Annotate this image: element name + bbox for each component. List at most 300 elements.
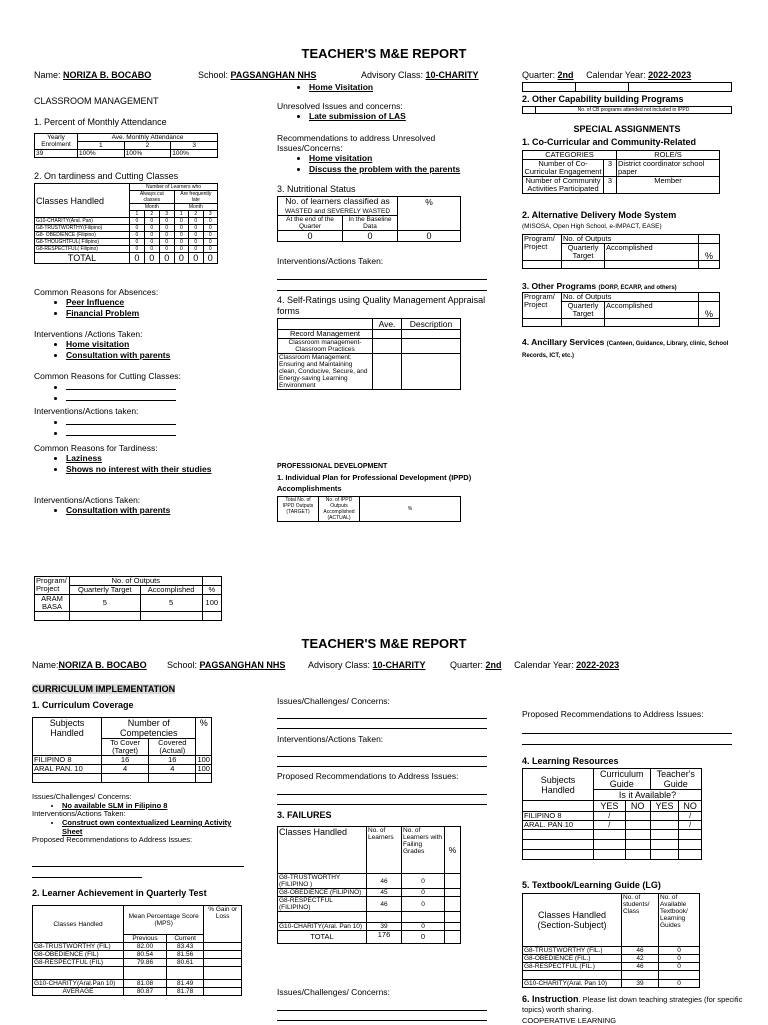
table-row bbox=[33, 959, 242, 967]
count-cell: 0 bbox=[159, 218, 174, 225]
count-cell: 0 bbox=[189, 246, 203, 253]
failing-cell: 0 bbox=[402, 897, 445, 912]
blank-line bbox=[277, 290, 487, 291]
ippd-accomplished-header: No. of IPPD Outputs Accomplished (ACTUAL) bbox=[319, 497, 360, 522]
absences-label: Common Reasons for Absences: bbox=[34, 287, 159, 297]
average-row bbox=[33, 988, 242, 996]
interventions-section-3 bbox=[34, 495, 274, 516]
recommendations-section bbox=[277, 133, 477, 175]
description-header: Description bbox=[402, 319, 461, 330]
classes-header: Classes Handled bbox=[33, 906, 124, 943]
nutri-col1-sub: WASTED and SEVERELY WASTED bbox=[284, 208, 391, 215]
mark-cell: / bbox=[679, 821, 702, 830]
count-cell: 0 bbox=[144, 246, 159, 253]
actual-cell: 16 bbox=[149, 756, 196, 765]
blank-line bbox=[277, 279, 487, 280]
month-num: 1 bbox=[130, 211, 145, 218]
textbook-heading: 5. Textbook/Learning Guide (LG) bbox=[522, 880, 661, 890]
blank-item bbox=[66, 392, 264, 403]
subjects-header: Subjects Handled bbox=[523, 769, 594, 801]
available-cell: 0 bbox=[659, 947, 700, 955]
yearly-enrolment-header: Yearly Enrolment bbox=[35, 134, 78, 150]
achievement-table bbox=[32, 905, 242, 996]
category-role: Member bbox=[617, 177, 720, 194]
coverage-table bbox=[32, 717, 212, 783]
yes-header: YES bbox=[650, 801, 679, 812]
class-name: G8-RESPECTFUL (FIL) bbox=[33, 959, 124, 967]
ave-attendance-header: Ave. Monthly Attendance bbox=[78, 134, 218, 142]
classes-header: Classes Handled bbox=[278, 827, 367, 874]
home-visitation-top bbox=[277, 82, 507, 93]
accomplished-cell: 5 bbox=[140, 595, 202, 612]
blank-line bbox=[277, 1020, 487, 1021]
class-name: G10-CHARITY(Aral. Pan) bbox=[35, 218, 130, 225]
count-cell: 0 bbox=[159, 246, 174, 253]
blank-line bbox=[32, 877, 142, 878]
interventions-section-1 bbox=[34, 329, 264, 361]
name-line-2 bbox=[32, 660, 147, 670]
interventions-label: Interventions /Actions Taken: bbox=[34, 329, 143, 339]
table-row bbox=[278, 874, 461, 889]
total-cell: 0 bbox=[189, 253, 203, 264]
target-header: Quarterly Target bbox=[562, 302, 605, 319]
ave-header: Ave. bbox=[373, 319, 402, 330]
table-row bbox=[523, 160, 720, 177]
month-header: 3 bbox=[171, 142, 218, 150]
category-name: Number of Community Activities Participated bbox=[523, 177, 604, 194]
program-header: Program/ Project bbox=[523, 235, 562, 261]
students-cell: 46 bbox=[622, 947, 659, 955]
subject-name: FILIPINO 8 bbox=[523, 812, 594, 821]
subject-name: FILIPINO 8 bbox=[33, 756, 102, 765]
unresolved-section bbox=[277, 101, 507, 122]
target-cell: 16 bbox=[102, 756, 149, 765]
target-cell: 4 bbox=[102, 765, 149, 774]
tardiness-heading: 2. On tardiness and Cutting Classes bbox=[34, 171, 179, 181]
month-num: 3 bbox=[203, 211, 217, 218]
failing-header: No. of Learners with Failing Grades bbox=[402, 827, 445, 874]
school-name: PAGSANGHAN NHS bbox=[230, 70, 317, 80]
interventions-label: Interventions/Actions taken: bbox=[34, 406, 139, 416]
competencies-header: Number of Competencies bbox=[102, 718, 196, 739]
nutri-end-header: At the end of the Quarter bbox=[278, 216, 343, 231]
cocurricular-heading: 1. Co-Curricular and Community-Related bbox=[522, 137, 697, 147]
total-cell: 0 bbox=[159, 253, 174, 264]
classroom-management-heading: CLASSROOM MANAGEMENT bbox=[34, 96, 159, 106]
count-cell: 0 bbox=[189, 239, 203, 246]
mark-cell: / bbox=[594, 821, 626, 830]
no-header: NO bbox=[625, 801, 650, 812]
special-assignments-heading: SPECIAL ASSIGNMENTS bbox=[573, 124, 681, 134]
school-label: School: bbox=[198, 70, 229, 80]
table-row bbox=[523, 177, 720, 194]
table-row bbox=[35, 232, 218, 239]
learners-header: No. of Learners bbox=[367, 827, 402, 874]
name-label: Name: bbox=[32, 660, 59, 670]
prof-dev-heading: PROFESSIONAL DEVELOPMENT bbox=[277, 463, 388, 470]
name-label: Name: bbox=[34, 70, 61, 80]
quarter-line bbox=[522, 70, 691, 80]
other-programs-table bbox=[522, 292, 720, 327]
count-cell: 0 bbox=[144, 232, 159, 239]
count-cell: 0 bbox=[174, 218, 188, 225]
list-item: • No available SLM in Filipino 8 bbox=[62, 801, 262, 810]
quarter-value: 2nd bbox=[557, 70, 574, 80]
count-cell: 0 bbox=[174, 239, 188, 246]
categories-table bbox=[522, 150, 720, 194]
table-row bbox=[523, 821, 702, 830]
available-cell: 0 bbox=[659, 963, 700, 971]
blank-line bbox=[277, 718, 487, 719]
advisory-label: Advisory Class: bbox=[361, 70, 424, 80]
curriculum-guide-header: Curriculum Guide bbox=[594, 769, 651, 790]
availability-header: Is it Available? bbox=[594, 790, 702, 801]
total-failing: 0 bbox=[402, 931, 445, 944]
advisory-label: Advisory Class: bbox=[308, 660, 371, 670]
target-header: Quarterly Target bbox=[70, 586, 141, 595]
nutritional-table bbox=[277, 196, 461, 242]
covered-header: Covered (Actual) bbox=[149, 739, 196, 756]
table-row bbox=[35, 595, 222, 612]
outputs-header: No. of Outputs bbox=[562, 235, 699, 244]
other-capability-heading: 2. Other Capability building Programs bbox=[522, 94, 684, 104]
table-row bbox=[35, 246, 218, 253]
program-header: Program/ Project bbox=[35, 577, 70, 595]
list-item: • Shows no interest with their studies bbox=[66, 464, 274, 475]
list-item: • Construct own contextualized Learning Activity Sheet bbox=[62, 818, 242, 836]
learners-cell: 46 bbox=[367, 897, 402, 912]
teacher-name: NORIZA B. BOCABO bbox=[58, 660, 147, 670]
table-row bbox=[278, 889, 461, 897]
class-name: G8-THOUGHTFUL( Filipino) bbox=[35, 239, 130, 246]
year-label: Calendar Year: bbox=[586, 70, 646, 80]
target-header: Quarterly Target bbox=[562, 244, 605, 261]
tardiness-table bbox=[34, 183, 218, 264]
advisory-line bbox=[361, 70, 479, 80]
percent-header: % bbox=[196, 718, 212, 756]
blank-line bbox=[277, 756, 487, 757]
attendance-cell: 100% bbox=[124, 150, 171, 158]
learners-header: Number of Learners who bbox=[130, 184, 218, 191]
subject-name: ARAL. PAN 10 bbox=[523, 821, 594, 830]
nutri-col1-title: No. of learners classified as bbox=[285, 196, 390, 206]
curriculum-heading: CURRICULUM IMPLEMENTATION bbox=[32, 684, 176, 694]
count-cell: 0 bbox=[159, 225, 174, 232]
gain-header: % Gain or Loss bbox=[204, 906, 242, 943]
month-header: 2 bbox=[124, 142, 171, 150]
total-learners: 176 bbox=[367, 931, 402, 944]
count-cell: 0 bbox=[174, 246, 188, 253]
nutri-col1 bbox=[278, 197, 398, 216]
table-row bbox=[523, 947, 700, 955]
teacher-name: NORIZA B. BOCABO bbox=[63, 70, 152, 80]
quarter-blank-table bbox=[522, 82, 732, 92]
enrolment-cell: 39 bbox=[35, 150, 78, 158]
total-label: TOTAL bbox=[278, 931, 367, 944]
tardiness-reasons-section bbox=[34, 443, 274, 475]
school-line bbox=[198, 70, 316, 80]
month-num: 2 bbox=[189, 211, 203, 218]
accomplished-header: Accomplished bbox=[605, 244, 699, 261]
table-row bbox=[278, 923, 461, 931]
percent-header: % bbox=[699, 302, 720, 319]
mark-cell: / bbox=[594, 812, 626, 821]
mid-issues-label-2: Issues/Challenges/ Concerns: bbox=[277, 987, 390, 997]
count-cell: 0 bbox=[130, 232, 145, 239]
count-cell: 0 bbox=[144, 225, 159, 232]
mid-interventions-label: Interventions/Actions Taken: bbox=[277, 734, 384, 744]
nutri-baseline-header: In the Baseline Data bbox=[342, 216, 397, 231]
ippd-percent-header: % bbox=[360, 497, 461, 522]
mark-cell bbox=[650, 821, 679, 830]
students-cell: 46 bbox=[622, 963, 659, 971]
count-cell: 0 bbox=[144, 218, 159, 225]
students-cell: 42 bbox=[622, 955, 659, 963]
list-item: • Financial Problem bbox=[66, 308, 264, 319]
total-cell: 0 bbox=[144, 253, 159, 264]
learners-cell: 46 bbox=[367, 874, 402, 889]
report-title-2: TEACHER'S M&E REPORT bbox=[301, 636, 467, 651]
nutri-cell: 0 bbox=[398, 231, 461, 242]
class-name: G8-RESPECTFUL( Filipino) bbox=[35, 246, 130, 253]
textbook-table bbox=[522, 893, 700, 988]
percent-header: % bbox=[445, 827, 461, 874]
blank-line bbox=[32, 866, 244, 867]
cooperative-learning: COOPERATIVE LEARNING bbox=[522, 1016, 617, 1025]
count-cell: 0 bbox=[203, 225, 217, 232]
ippd-total-header: Total No. of IPPD Outputs (TARGET) bbox=[278, 497, 319, 522]
nutri-cell: 0 bbox=[278, 231, 343, 242]
class-name: G8-TRUSTWORTHY (FILIPINO ) bbox=[278, 874, 367, 889]
mark-cell bbox=[625, 821, 650, 830]
percent-cell: 100 bbox=[197, 764, 210, 773]
count-cell: 0 bbox=[203, 246, 217, 253]
program-header: Program/ Project bbox=[523, 293, 562, 319]
tb-classes-header: Classes Handled (Section-Subject) bbox=[523, 894, 622, 947]
attendance-cell: 100% bbox=[78, 150, 125, 158]
month-num: 1 bbox=[174, 211, 188, 218]
instruction-text: . Please list down teaching strategies (for specific topics) worth sharing. bbox=[522, 995, 743, 1014]
category-name: Number of Co-Curricular Engagement bbox=[524, 159, 602, 176]
interventions-label: Interventions/Actions Taken: bbox=[34, 495, 141, 505]
failing-cell: 0 bbox=[402, 889, 445, 897]
tardiness-label: Common Reasons for Tardiness: bbox=[34, 443, 158, 453]
category-role: District coordinator school paper bbox=[617, 160, 720, 177]
learners-cell: 39 bbox=[367, 923, 402, 931]
failures-heading: 3. FAILURES bbox=[277, 810, 332, 820]
current-header: Current bbox=[166, 935, 203, 943]
no-header: NO bbox=[679, 801, 702, 812]
list-item: • Laziness bbox=[66, 453, 274, 464]
quarter-label: Quarter: bbox=[522, 70, 556, 80]
total-cell: 0 bbox=[130, 253, 145, 264]
total-row bbox=[35, 253, 218, 264]
month-num: 3 bbox=[159, 211, 174, 218]
count-cell: 0 bbox=[189, 218, 203, 225]
self-ratings-heading: 4. Self-Ratings using Quality Management Appraisal forms bbox=[277, 295, 486, 316]
table-row bbox=[278, 897, 461, 912]
blank-item bbox=[66, 416, 264, 427]
list-item: • Discuss the problem with the parents bbox=[309, 164, 477, 175]
ancillary-title: 4. Ancillary Services bbox=[522, 337, 605, 347]
count-cell: 0 bbox=[159, 239, 174, 246]
advisory-class: 10-CHARITY bbox=[372, 660, 426, 670]
category-count: 3 bbox=[604, 177, 617, 194]
ancillary-sub: (Canteen, Guidance, Library, clinic, School Records, ICT, etc.) bbox=[522, 341, 729, 359]
blank-item bbox=[66, 427, 264, 438]
nutri-cell: 0 bbox=[342, 231, 397, 242]
available-cell: 0 bbox=[659, 980, 700, 988]
program-table bbox=[34, 576, 222, 621]
proposed-label: Proposed Recommendations to Address Issues: bbox=[32, 835, 193, 844]
count-cell: 0 bbox=[159, 232, 174, 239]
ippd-heading: 1. Individual Plan for Professional Development (IPPD) Accomplishments bbox=[277, 473, 472, 493]
name-line bbox=[34, 70, 151, 80]
advisory-line-2 bbox=[308, 660, 426, 670]
month-label: Month bbox=[130, 204, 175, 211]
achievement-heading: 2. Learner Achievement in Quarterly Test bbox=[32, 888, 207, 898]
blank-line bbox=[277, 1010, 487, 1011]
average-label: AVERAGE bbox=[33, 988, 124, 996]
interventions-section-2 bbox=[34, 406, 264, 438]
blank-line bbox=[277, 794, 487, 795]
class-name: G8-RESPECTFUL (FILIPINO) bbox=[278, 897, 367, 912]
average-cur: 81.78 bbox=[166, 988, 203, 996]
to-cover-header: To Cover (Target) bbox=[102, 739, 149, 756]
year-value: 2022-2023 bbox=[576, 660, 620, 670]
class-name: G8-OBEDIENCE (FIL) bbox=[33, 951, 124, 959]
class-name: G8-OBEDIENCE (FIL.) bbox=[523, 955, 622, 963]
attendance-table bbox=[34, 133, 218, 158]
list-item: • Home visitation bbox=[66, 339, 264, 350]
outputs-header: No. of Outputs bbox=[70, 577, 203, 586]
rating-row-label: Record Management bbox=[278, 330, 373, 339]
recommend-label: Recommendations to address Unresolved Issues/Concerns: bbox=[277, 133, 436, 153]
percent-header: % bbox=[699, 244, 720, 261]
year-label: Calendar Year: bbox=[514, 660, 574, 670]
total-row bbox=[278, 931, 461, 944]
mark-cell: / bbox=[679, 812, 702, 821]
percent-cell: 100 bbox=[197, 755, 210, 764]
cutting-section bbox=[34, 371, 264, 403]
prev-cell: 81.08 bbox=[124, 980, 167, 988]
report-title: TEACHER'S M&E REPORT bbox=[301, 46, 467, 61]
adm-table bbox=[522, 234, 720, 269]
cur-cell: 83.43 bbox=[166, 943, 203, 951]
outputs-header: No. of Outputs bbox=[562, 293, 699, 302]
tb-available-header: No. of Available Textbook/ Learning Guides bbox=[659, 894, 700, 947]
always-cut-header: Always cut classes bbox=[130, 191, 175, 204]
attendance-heading: 1. Percent of Monthly Attendance bbox=[34, 117, 167, 127]
count-cell: 0 bbox=[174, 232, 188, 239]
class-name: G10-CHARITY(Aral.Pan 10) bbox=[33, 980, 124, 988]
count-cell: 0 bbox=[130, 218, 145, 225]
prev-cell: 80.54 bbox=[124, 951, 167, 959]
school-line-2 bbox=[167, 660, 285, 670]
program-name: ARAM BASA bbox=[35, 595, 70, 612]
coverage-issues-section bbox=[32, 793, 262, 844]
blank-line bbox=[277, 728, 487, 729]
instruction-heading: 6. Instruction bbox=[522, 994, 579, 1004]
percent-header: % bbox=[202, 586, 221, 595]
classes-handled-header: Classes Handled bbox=[35, 184, 130, 218]
count-cell: 0 bbox=[203, 218, 217, 225]
category-count: 3 bbox=[604, 160, 617, 177]
month-label: Month bbox=[174, 204, 217, 211]
coverage-heading: 1. Curriculum Coverage bbox=[32, 700, 134, 710]
absences-section bbox=[34, 287, 264, 319]
school-name: PAGSANGHAN NHS bbox=[199, 660, 286, 670]
previous-header: Previous bbox=[124, 935, 167, 943]
cur-cell: 80.61 bbox=[166, 959, 203, 967]
nutritional-heading: 3. Nutritional Status bbox=[277, 184, 356, 194]
ippd-table bbox=[277, 496, 461, 522]
total-label: TOTAL bbox=[35, 253, 130, 264]
attendance-cell: 100% bbox=[171, 150, 218, 158]
class-name: G10-CHARITY(Aral. Pan 10) bbox=[278, 923, 367, 931]
adm-heading: 2. Alternative Delivery Mode System bbox=[522, 210, 677, 220]
table-row bbox=[35, 225, 218, 232]
count-cell: 0 bbox=[203, 232, 217, 239]
table-row bbox=[33, 980, 242, 988]
list-item: • Home visitation bbox=[309, 153, 477, 164]
class-name: G8-TRUSTWORTHY (FIL) bbox=[33, 943, 124, 951]
table-row bbox=[523, 955, 700, 963]
count-cell: 0 bbox=[144, 239, 159, 246]
prev-cell: 79.86 bbox=[124, 959, 167, 967]
subject-name: ARAL PAN. 10 bbox=[33, 765, 102, 774]
class-name: G8-RESPECTFUL (FIL.) bbox=[523, 963, 622, 971]
rating-row-label: Classroom Management: Ensuring and Maintaining clean, Conducive, Secure, and Energy-saving Learning Environment bbox=[278, 354, 373, 390]
total-cell: 0 bbox=[174, 253, 188, 264]
right-proposed-label: Proposed Recommendations to Address Issues: bbox=[522, 709, 704, 719]
table-row bbox=[33, 951, 242, 959]
yes-header: YES bbox=[594, 801, 626, 812]
tb-students-header: No. of students/ Class bbox=[622, 894, 659, 947]
list-item: • Peer Influence bbox=[66, 297, 264, 308]
cb-note: No. of CB programs attended not included in IPPD bbox=[536, 107, 732, 114]
unresolved-label: Unresolved Issues and concerns: bbox=[277, 101, 403, 111]
failing-cell: 0 bbox=[402, 874, 445, 889]
self-ratings-table bbox=[277, 318, 461, 390]
blank-item bbox=[66, 381, 264, 392]
advisory-class: 10-CHARITY bbox=[425, 70, 479, 80]
blank-line bbox=[277, 804, 487, 805]
table-row bbox=[35, 218, 218, 225]
quarter-label: Quarter: bbox=[450, 660, 484, 670]
count-cell: 0 bbox=[130, 239, 145, 246]
accomplished-header: Accomplished bbox=[140, 586, 202, 595]
other-programs-title: 3. Other Programs bbox=[522, 281, 597, 291]
students-cell: 39 bbox=[622, 980, 659, 988]
count-cell: 0 bbox=[130, 225, 145, 232]
table-row bbox=[33, 943, 242, 951]
prev-cell: 82.00 bbox=[124, 943, 167, 951]
table-row bbox=[523, 963, 700, 971]
class-name: G10-CHARITY(Aral. Pan 10) bbox=[523, 980, 622, 988]
cutting-label: Common Reasons for Cutting Classes: bbox=[34, 371, 181, 381]
failures-table bbox=[277, 826, 461, 944]
categories-header: CATEGORIES bbox=[523, 151, 617, 160]
roles-header: ROLE/S bbox=[617, 151, 720, 160]
teachers-guide-header: Teacher's Guide bbox=[650, 769, 701, 790]
total-cell: 0 bbox=[203, 253, 217, 264]
adm-sub: (MISOSA, Open High School, e-IMPACT, EASE) bbox=[522, 223, 662, 230]
ancillary-heading bbox=[522, 337, 754, 361]
learners-cell: 45 bbox=[367, 889, 402, 897]
nutri-interventions-label: Interventions/Actions Taken: bbox=[277, 256, 384, 266]
cur-cell: 81.49 bbox=[166, 980, 203, 988]
